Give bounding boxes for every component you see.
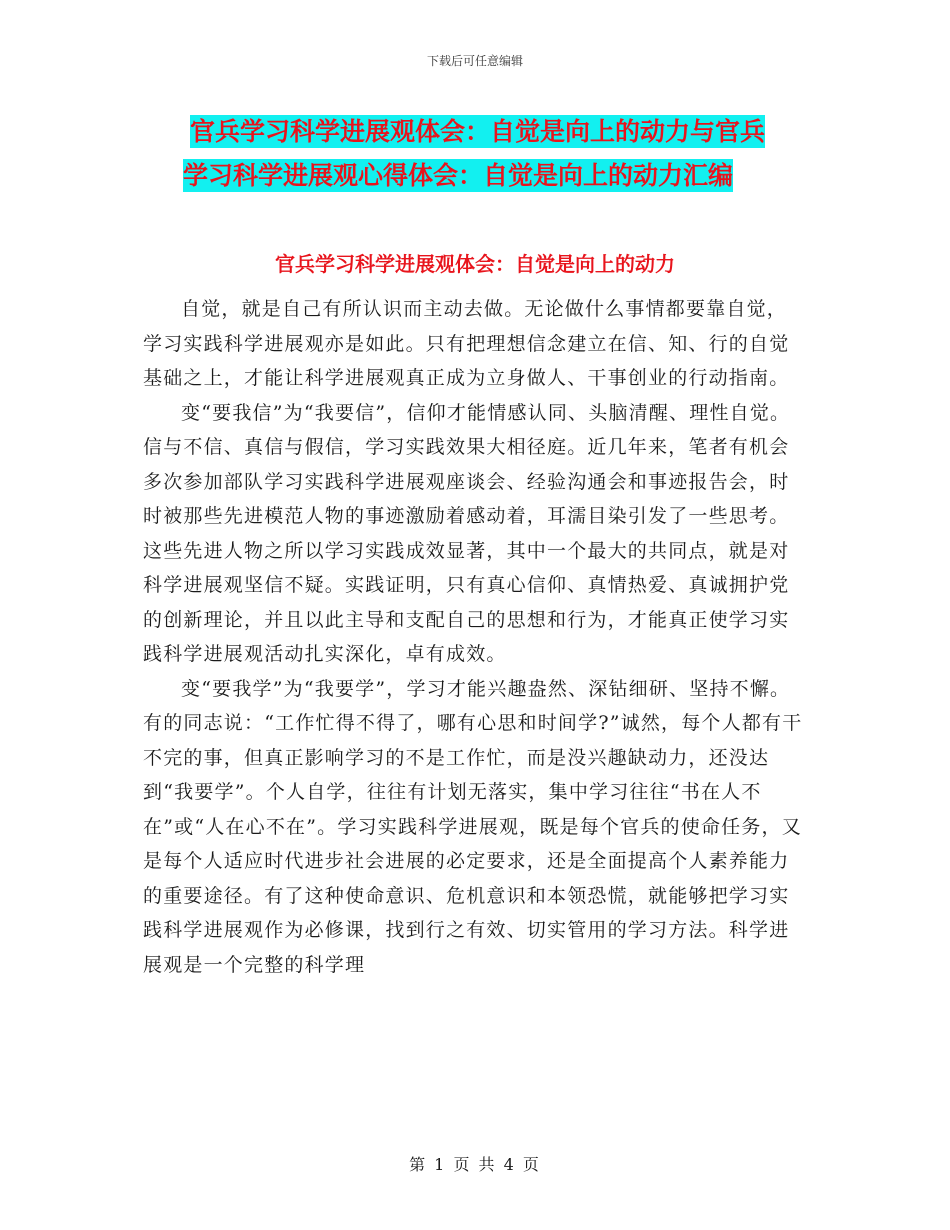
document-title-line-1 — [150, 110, 830, 154]
section-title: 官兵学习科学进展观体会：自觉是向上的动力 — [275, 252, 675, 276]
header-note: 下载后可任意编辑 — [426, 54, 523, 68]
body-text — [143, 292, 803, 982]
document-title-line-2 — [150, 154, 830, 198]
paragraph-3: 变“要我学”为“我要学”，学习才能兴趣盎然、深钻细研、坚持不懈。有的同志说：“工作忙得不得了，哪有心思和时间学?”诚然，每个人都有干不完的事，但真正影响学习的不是工作忙，而是没兴趣缺动力，还没达到“我要学”。个人自学，往往有计划无落实，集中学习往往“书在人不在”或“人在心不在”。学习实践科学进展观，既是每个官兵的使命任务，又是每个人适应时代进步社会进展的必定要求，还是全面提高个人素养能力的重要途径。有了这种使命意识、危机意识和本领恐慌，就能够把学习实践科学进展观作为必修课，找到行之有效、切实管用的学习方法。科学进展观是一个完整的科学理 — [143, 677, 803, 976]
paragraph-2: 变“要我信”为“我要信”，信仰才能情感认同、头脑清醒、理性自觉。信与不信、真信与假信，学习实践效果大相径庭。近几年来，笔者有机会多次参加部队学习实践科学进展观座谈会、经验沟通会和事迹报告会，时时被那些先进模范人物的事迹激励着感动着，耳濡目染引发了一些思考。这些先进人物之所以学习实践成效显著，其中一个最大的共同点，就是对科学进展观坚信不疑。实践证明，只有真心信仰、真情热爱、真诚拥护党的创新理论，并且以此主导和支配自己的思想和行为，才能真正使学习实践科学进展观活动扎实深化，卓有成效。 — [143, 401, 791, 665]
title-highlight-2: 学习科学进展观心得体会：自觉是向上的动力汇编 — [183, 161, 734, 190]
document-title — [150, 110, 830, 198]
title-highlight-1: 官兵学习科学进展观体会：自觉是向上的动力与官兵 — [190, 117, 766, 146]
paragraph-1: 自觉，就是自己有所认识而主动去做。无论做什么事情都要靠自觉，学习实践科学进展观亦是如此。只有把理想信念建立在信、知、行的自觉基础之上，才能让科学进展观真正成为立身做人、干事创业的行动指南。 — [143, 298, 790, 389]
page-number: 第 1 页 共 4 页 — [409, 1155, 541, 1174]
